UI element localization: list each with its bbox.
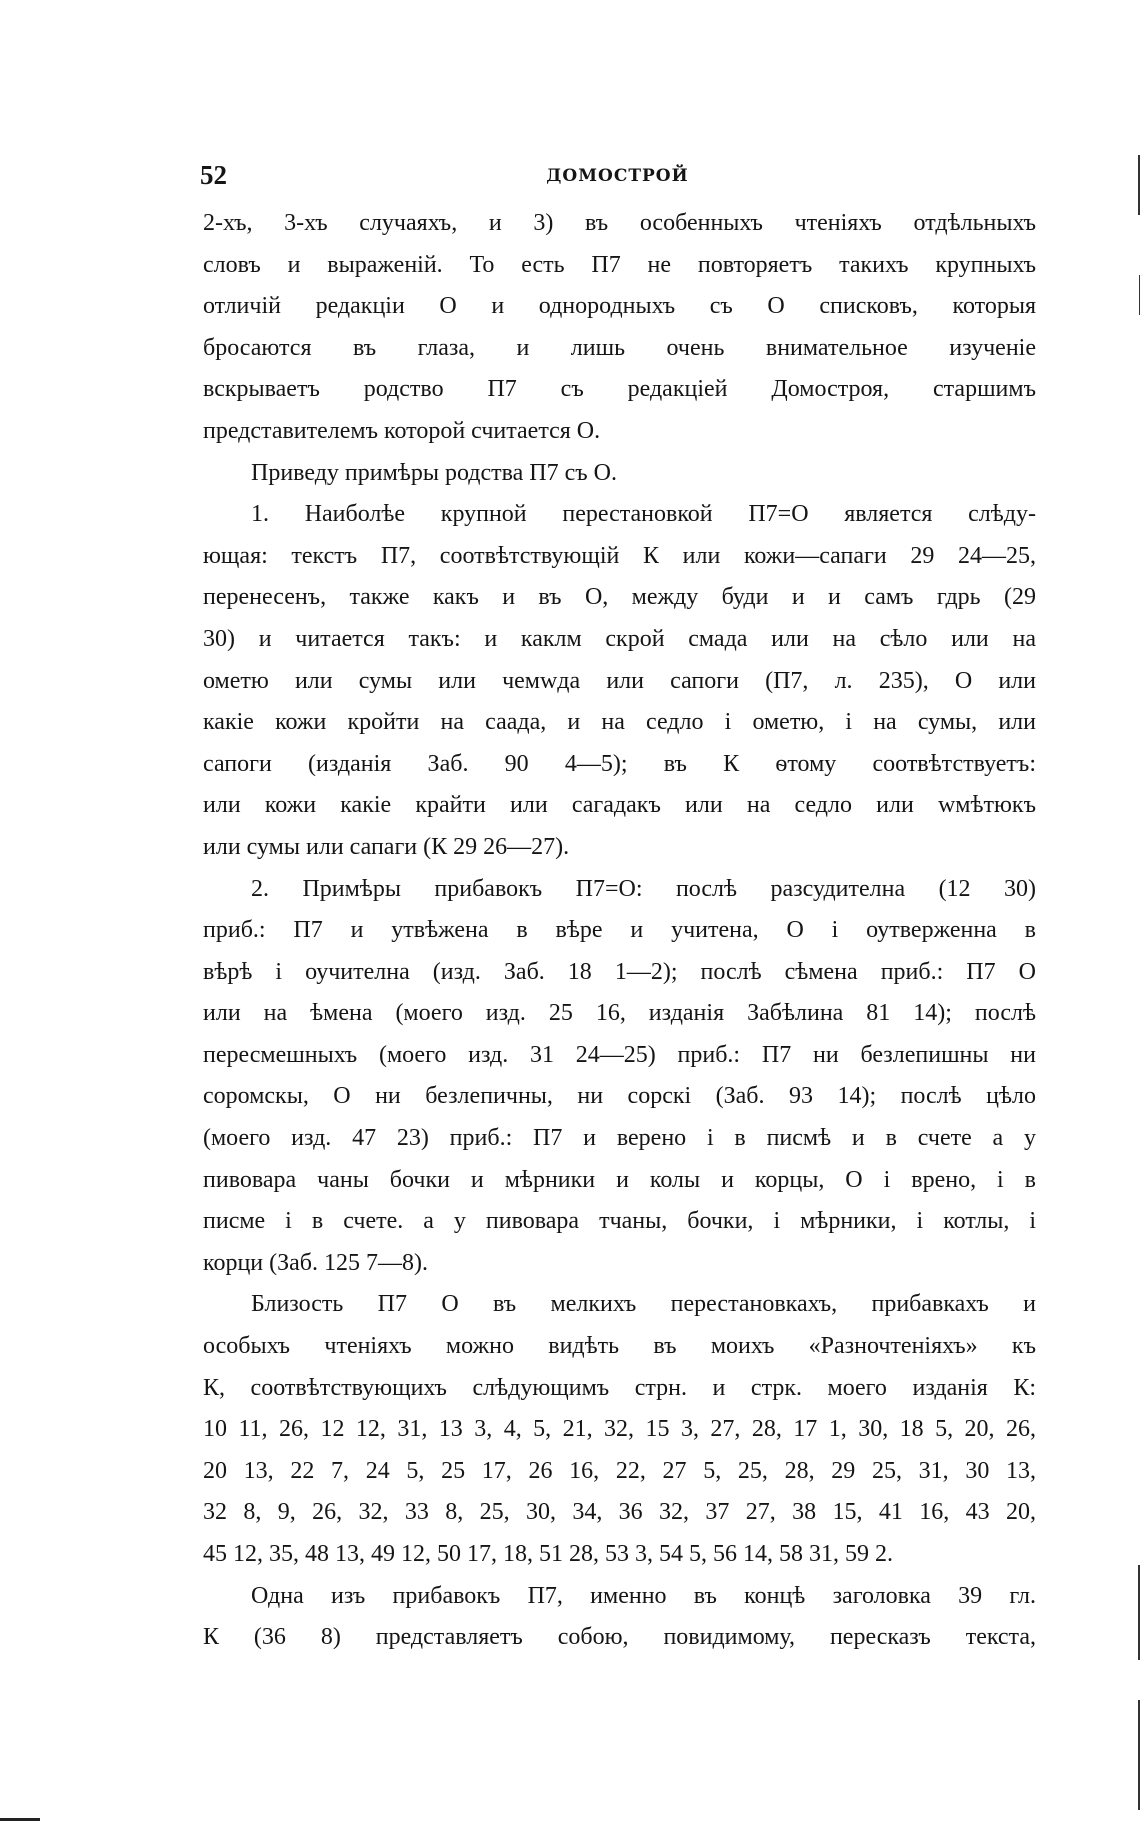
text-line: ометю или сумы или чемwда или сапоги (П7, л. 235), О или: [203, 667, 1036, 694]
text-line: пересмешныхъ (моего изд. 31 24—25) приб.: П7 ни безлепишны ни: [203, 1041, 1036, 1068]
crop-mark: [0, 1818, 40, 1821]
text-line: Приведу примѣры родства П7 съ О.: [251, 459, 617, 486]
text-line: или кожи какіе крайти или сагадакъ или на седло или wмѣтюкъ: [203, 792, 1036, 819]
text-line: корци (Заб. 125 7—8).: [203, 1249, 428, 1276]
text-line: бросаются въ глаза, и лишь очень внимательное изученіе: [203, 334, 1036, 361]
page-number: 52: [200, 160, 227, 190]
text-line: писме і в счете. а у пивовара тчаны, бочки, і мѣрники, і котлы, і: [203, 1208, 1036, 1235]
text-line: словъ и выраженій. То есть П7 не повторяетъ такихъ крупныхъ: [203, 251, 1036, 278]
text-line: 2-хъ, 3-хъ случаяхъ, и 3) въ особенныхъ чтеніяхъ отдѣльныхъ: [203, 210, 1036, 236]
text-line: ющая: текстъ П7, соотвѣтствующій К или кожи—сапаги 29 24—25,: [203, 542, 1036, 569]
text-line: 1. Наиболѣе крупной перестановкой П7=О является слѣду-: [251, 501, 1036, 528]
text-line: отличій редакціи О и однородныхъ съ О списковъ, которыя: [203, 293, 1036, 320]
text-line: соромскы, О ни безлепичны, ни сорскі (Заб. 93 14); послѣ цѣло: [203, 1083, 1036, 1110]
text-line: представителемъ которой считается О.: [203, 417, 601, 444]
text-line: пивовара чаны бочки и мѣрники и колы и корцы, О і врено, і в: [203, 1166, 1036, 1193]
text-line: Одна изъ прибавокъ П7, именно въ концѣ заголовка 39 гл.: [251, 1582, 1036, 1609]
text-line: 45 12, 35, 48 13, 49 12, 50 17, 18, 51 28, 53 3, 54 5, 56 14, 58 31, 59 2.: [203, 1541, 893, 1567]
text-line: 10 11, 26, 12 12, 31, 13 3, 4, 5, 21, 32, 15 3, 27, 28, 17 1, 30, 18 5, 20, 26,: [203, 1416, 1036, 1443]
text-line: особыхъ чтеніяхъ можно видѣть въ моихъ «Разночтеніяхъ» къ: [203, 1333, 1036, 1360]
text-line: 32 8, 9, 26, 32, 33 8, 25, 30, 34, 36 32, 37 27, 38 15, 41 16, 43 20,: [203, 1499, 1036, 1526]
text-line: (моего изд. 47 23) приб.: П7 и верено і в писмѣ и в счете а у: [203, 1125, 1036, 1152]
text-line: К, соотвѣтствующихъ слѣдующимъ стрн. и стрк. моего изданія К:: [203, 1374, 1036, 1401]
text-line: 30) и читается такъ: и каклм скрой смада или на сѣло или на: [203, 625, 1036, 652]
text-line: Близость П7 О въ мелкихъ перестановкахъ, прибавкахъ и: [251, 1291, 1036, 1318]
body-text: [203, 203, 1036, 1659]
text-line: перенесенъ, также какъ и въ О, между буди и и самъ гдрь (29: [203, 584, 1036, 611]
text-line: 2. Примѣры прибавокъ П7=О: послѣ разсудителна (12 30): [251, 875, 1036, 902]
text-line: или сумы или сапаги (К 29 26—27).: [203, 833, 570, 860]
text-line: сапоги (изданія Заб. 90 4—5); въ К ѳтому соотвѣтствуетъ:: [203, 750, 1036, 777]
text-line: вѣрѣ і оучителна (изд. Заб. 18 1—2); послѣ сѣмена приб.: П7 О: [203, 958, 1036, 985]
book-title: ДОМОСТРОЙ: [546, 166, 689, 186]
text-line: или на ѣмена (моего изд. 25 16, изданія Забѣлина 81 14); послѣ: [203, 1000, 1036, 1027]
text-line: 20 13, 22 7, 24 5, 25 17, 26 16, 22, 27 5, 25, 28, 29 25, 31, 30 13,: [203, 1457, 1036, 1484]
text-line: К (36 8) представляетъ собою, повидимому, пересказъ текста,: [203, 1624, 1036, 1651]
running-head: [200, 160, 1035, 200]
text-line: вскрываетъ родство П7 съ редакціей Домостроя, старшимъ: [203, 376, 1036, 403]
text-line: приб.: П7 и утвѣжена в вѣре и учитена, О і оутверженна в: [203, 917, 1036, 944]
text-line: какіе кожи кройти на саада, и на седло і ометю, і на сумы, или: [203, 709, 1036, 736]
